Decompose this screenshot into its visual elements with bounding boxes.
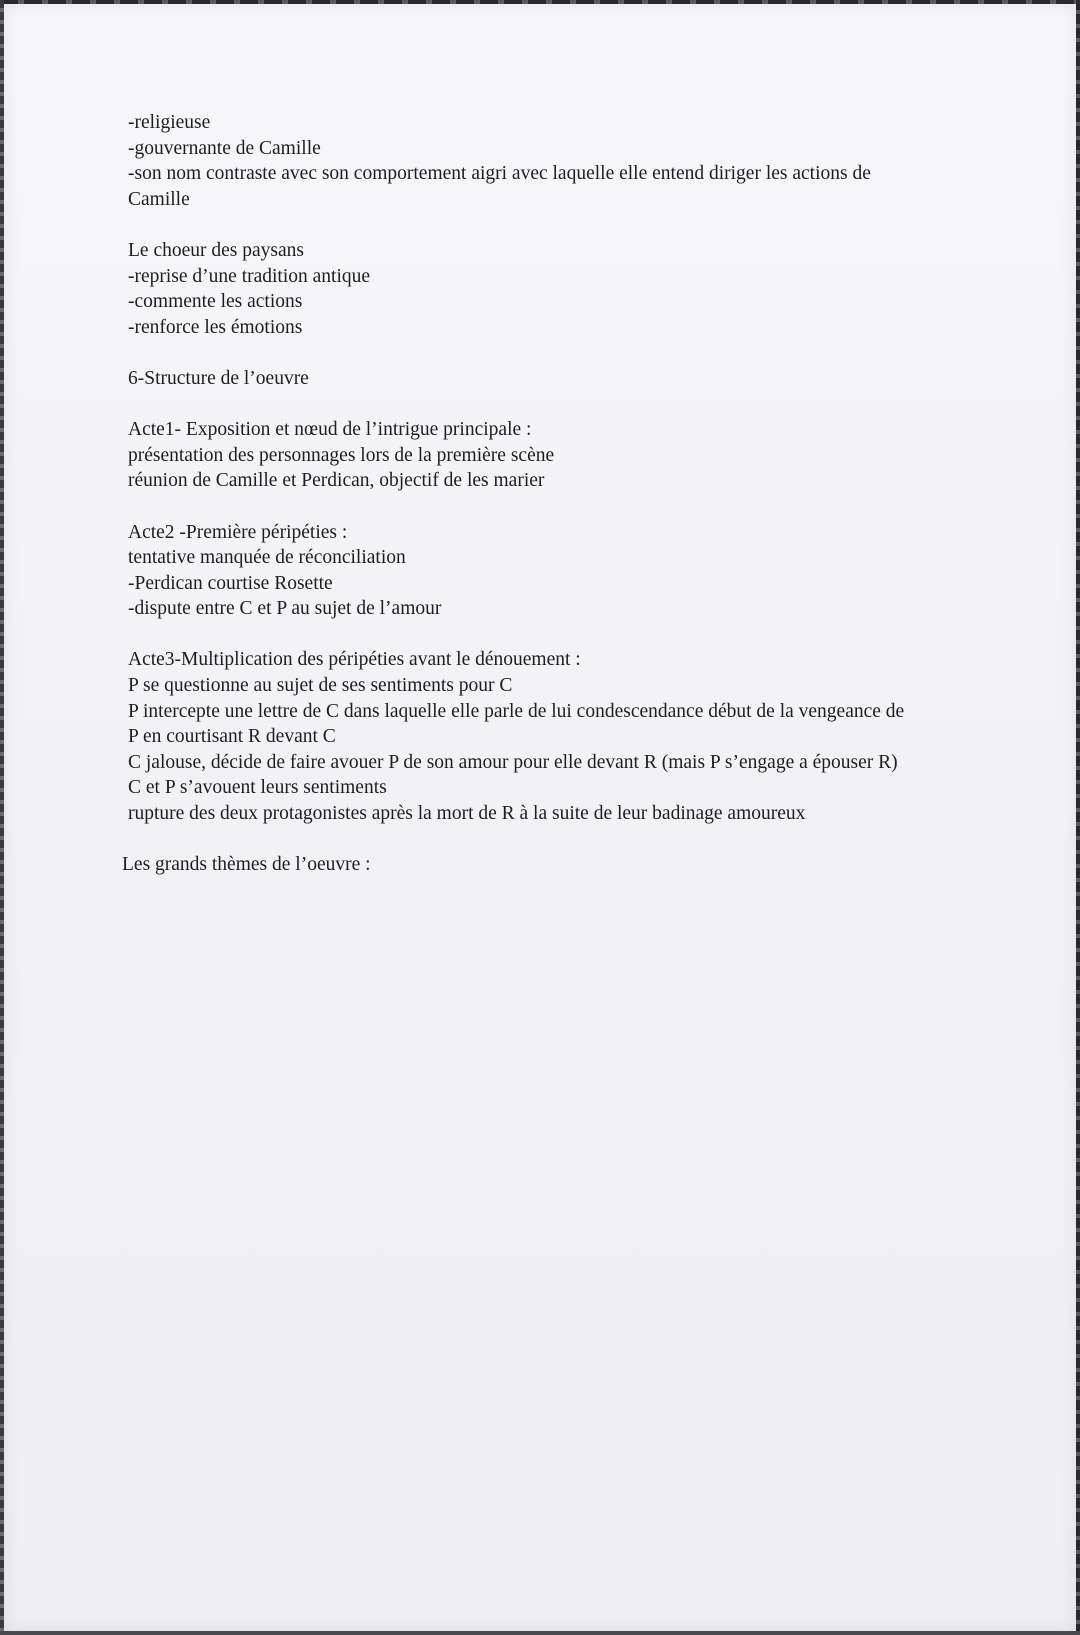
text-line: C jalouse, décide de faire avouer P de son amour pour elle devant R (mais P s’engage a épouser R) xyxy=(128,751,898,773)
text-line: -Perdican courtise Rosette xyxy=(128,572,333,594)
text-line: réunion de Camille et Perdican, objectif de les marier xyxy=(128,470,545,492)
text-line: rupture des deux protagonistes après la mort de R à la suite de leur badinage amoureux xyxy=(128,803,806,825)
text-line: P se questionne au sujet de ses sentiments pour C xyxy=(128,675,513,697)
text-line: C et P s’avouent leurs sentiments xyxy=(128,777,387,799)
text-line: P en courtisant R devant C xyxy=(128,726,336,748)
section-heading: 6-Structure de l’oeuvre xyxy=(128,367,309,389)
acte1-heading: Acte1- Exposition et nœud de l’intrigue principale : xyxy=(128,419,532,441)
text-line: -son nom contraste avec son comportement aigri avec laquelle elle entend diriger les actions de xyxy=(128,163,871,185)
document-body xyxy=(122,110,1008,878)
text-line: -religieuse xyxy=(128,112,211,133)
text-line: -gouvernante de Camille xyxy=(128,137,321,159)
scanner-bottom-edge xyxy=(0,1631,1080,1635)
text-line: P intercepte une lettre de C dans laquelle elle parle de lui condescendance début de la vengeance de xyxy=(128,700,905,722)
acte2-heading: Acte2 -Première péripéties : xyxy=(128,521,348,543)
text-line: -reprise d’une tradition antique xyxy=(128,265,371,287)
character-heading: Le choeur des paysans xyxy=(128,239,304,261)
themes-heading: Les grands thèmes de l’oeuvre : xyxy=(122,854,371,876)
text-line: -dispute entre C et P au sujet de l’amour xyxy=(128,598,442,620)
scanner-right-edge xyxy=(1076,0,1080,1635)
scanner-left-edge xyxy=(0,0,4,1635)
text-line: -renforce les émotions xyxy=(128,316,303,338)
text-line: présentation des personnages lors de la première scène xyxy=(128,444,555,466)
text-line: Camille xyxy=(128,188,190,210)
acte3-heading: Acte3-Multiplication des péripéties avant le dénouement : xyxy=(128,649,581,671)
text-line: tentative manquée de réconciliation xyxy=(128,547,406,569)
scanner-top-edge xyxy=(0,0,1080,4)
text-line: -commente les actions xyxy=(128,291,303,313)
